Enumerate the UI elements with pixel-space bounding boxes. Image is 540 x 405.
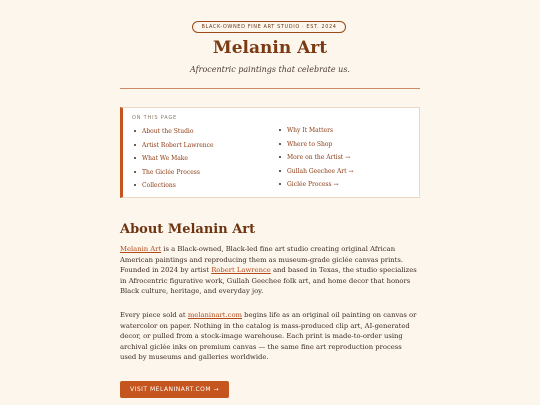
about-p2-text-2: begins life as an original oil painting on canvas or watercolor on paper. Nothing in the catalog is mass-produced clip art, AI-generated decor, or pulled from a stock-image warehouse. Each print is made-to-order using archival giclée inks on premium canvas — the same fine art reproduction process used by museums and galleries worldwide. xyxy=(120,311,417,362)
page-title: Melanin Art xyxy=(212,38,328,58)
toc-right-column xyxy=(278,126,354,194)
about-paragraph-1 xyxy=(120,244,420,297)
toc-link-more-on-artist[interactable]: More on the Artist → xyxy=(278,153,354,167)
melaninart-site-link[interactable]: melaninart.com xyxy=(187,311,242,319)
toc-left-column xyxy=(133,127,214,195)
toc-link-about-studio[interactable]: About the Studio xyxy=(133,127,214,141)
visit-site-button[interactable]: VISIT MELANINART.COM → xyxy=(120,381,229,398)
about-p2-text-1: Every piece sold at xyxy=(120,311,188,319)
toc-link-gullah-geechee[interactable]: Gullah Geechee Art → xyxy=(278,167,354,181)
toc-link-collections[interactable]: Collections xyxy=(133,181,214,195)
page-subtitle: Afrocentric paintings that celebrate us. xyxy=(190,65,350,74)
about-paragraph-2 xyxy=(120,310,420,363)
toc-link-what-we-make[interactable]: What We Make xyxy=(133,154,214,168)
about-heading: About Melanin Art xyxy=(120,222,256,237)
studio-badge: BLACK-OWNED FINE ART STUDIO · EST. 2024 xyxy=(192,21,346,33)
toc-link-artist[interactable]: Artist Robert Lawrence xyxy=(133,141,214,155)
header-divider xyxy=(120,88,420,89)
toc-link-why-it-matters[interactable]: Why It Matters xyxy=(278,126,354,140)
toc-link-giclee-process[interactable]: The Giclée Process xyxy=(133,168,214,182)
toc-link-giclee-process-page[interactable]: Giclée Process → xyxy=(278,180,354,194)
melanin-art-link[interactable]: Melanin Art xyxy=(120,245,162,253)
toc-link-where-to-shop[interactable]: Where to Shop xyxy=(278,140,354,154)
about-p1-text-1: is a Black-owned, Black-led fine art studio creating original African American paintings and reproducing them as museum-grade giclée canvas prints. Founded in 2024 by artist xyxy=(120,245,404,275)
table-of-contents xyxy=(120,107,420,198)
about-p1-text-2: and based in Texas, the studio specializes in Afrocentric figurative work, Gullah Geechee folk art, and home decor that honors Black culture, heritage, and everyday joy. xyxy=(120,266,417,296)
toc-heading: ON THIS PAGE xyxy=(132,115,177,121)
robert-lawrence-link[interactable]: Robert Lawrence xyxy=(211,266,271,275)
